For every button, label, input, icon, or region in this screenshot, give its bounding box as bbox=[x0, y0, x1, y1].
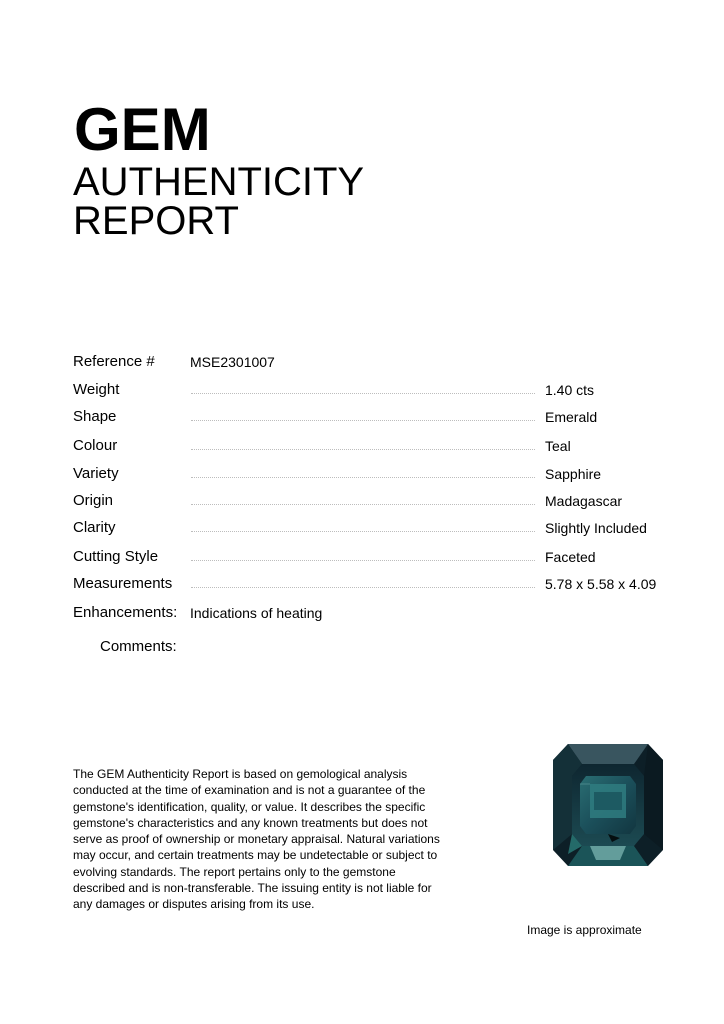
reference-value: MSE2301007 bbox=[190, 354, 275, 370]
field-label: Origin bbox=[73, 492, 114, 509]
dotted-leader bbox=[191, 449, 535, 450]
field-value: Madagascar bbox=[545, 493, 623, 509]
field-row-measurements bbox=[73, 574, 673, 594]
field-label: Variety bbox=[73, 465, 119, 482]
enhancements-label: Enhancements: bbox=[73, 604, 178, 621]
dotted-leader bbox=[191, 587, 535, 588]
field-row-colour bbox=[73, 436, 673, 456]
field-row-cutting-style bbox=[73, 547, 673, 567]
field-value: Slightly Included bbox=[545, 520, 647, 536]
reference-row bbox=[73, 352, 673, 372]
field-row-weight bbox=[73, 380, 673, 400]
dotted-leader bbox=[191, 531, 535, 532]
field-label: Measurements bbox=[73, 575, 173, 592]
field-value: Faceted bbox=[545, 549, 596, 565]
subtitle-line-1: AUTHENTICITY bbox=[73, 160, 365, 204]
dotted-leader bbox=[191, 560, 535, 561]
field-value: Teal bbox=[545, 438, 571, 454]
dotted-leader bbox=[191, 477, 535, 478]
field-value: Emerald bbox=[545, 409, 598, 425]
field-label: Colour bbox=[73, 437, 118, 454]
field-label: Clarity bbox=[73, 519, 116, 536]
field-value: 1.40 cts bbox=[545, 382, 595, 398]
dotted-leader bbox=[191, 393, 535, 394]
field-label: Cutting Style bbox=[73, 548, 159, 565]
gem-image bbox=[550, 742, 666, 868]
comments-row bbox=[100, 637, 700, 657]
field-label: Weight bbox=[73, 381, 120, 398]
enhancements-row bbox=[73, 603, 673, 623]
field-value: 5.78 x 5.58 x 4.09 bbox=[545, 576, 657, 592]
brand-title: GEM bbox=[74, 96, 211, 163]
field-row-clarity bbox=[73, 518, 673, 538]
enhancements-value: Indications of heating bbox=[190, 605, 323, 621]
field-value: Sapphire bbox=[545, 466, 602, 482]
subtitle-line-2: REPORT bbox=[73, 199, 239, 243]
reference-label: Reference # bbox=[73, 353, 155, 370]
disclaimer-text: The GEM Authenticity Report is based on gemological analysis conducted at the time of examination and is not a guarantee of the gemstone's identification, quality, or value. It describes the specific gemstone's characteristics and any known treatments but does not serve as proof of ownership or monetary appraisal. Natural variations may occur, and certain treatments may be undetectable or subject to evolving standards. The report pertains only to the gemstone described and is non-transferable. The issuing entity is not liable for any damages or disputes arising from its use. bbox=[73, 767, 440, 912]
field-label: Shape bbox=[73, 408, 117, 425]
image-caption: Image is approximate bbox=[527, 923, 642, 937]
dotted-leader bbox=[191, 504, 535, 505]
field-row-shape bbox=[73, 407, 673, 427]
field-row-origin bbox=[73, 491, 673, 511]
dotted-leader bbox=[191, 420, 535, 421]
field-row-variety bbox=[73, 464, 673, 484]
comments-label: Comments: bbox=[100, 638, 177, 655]
